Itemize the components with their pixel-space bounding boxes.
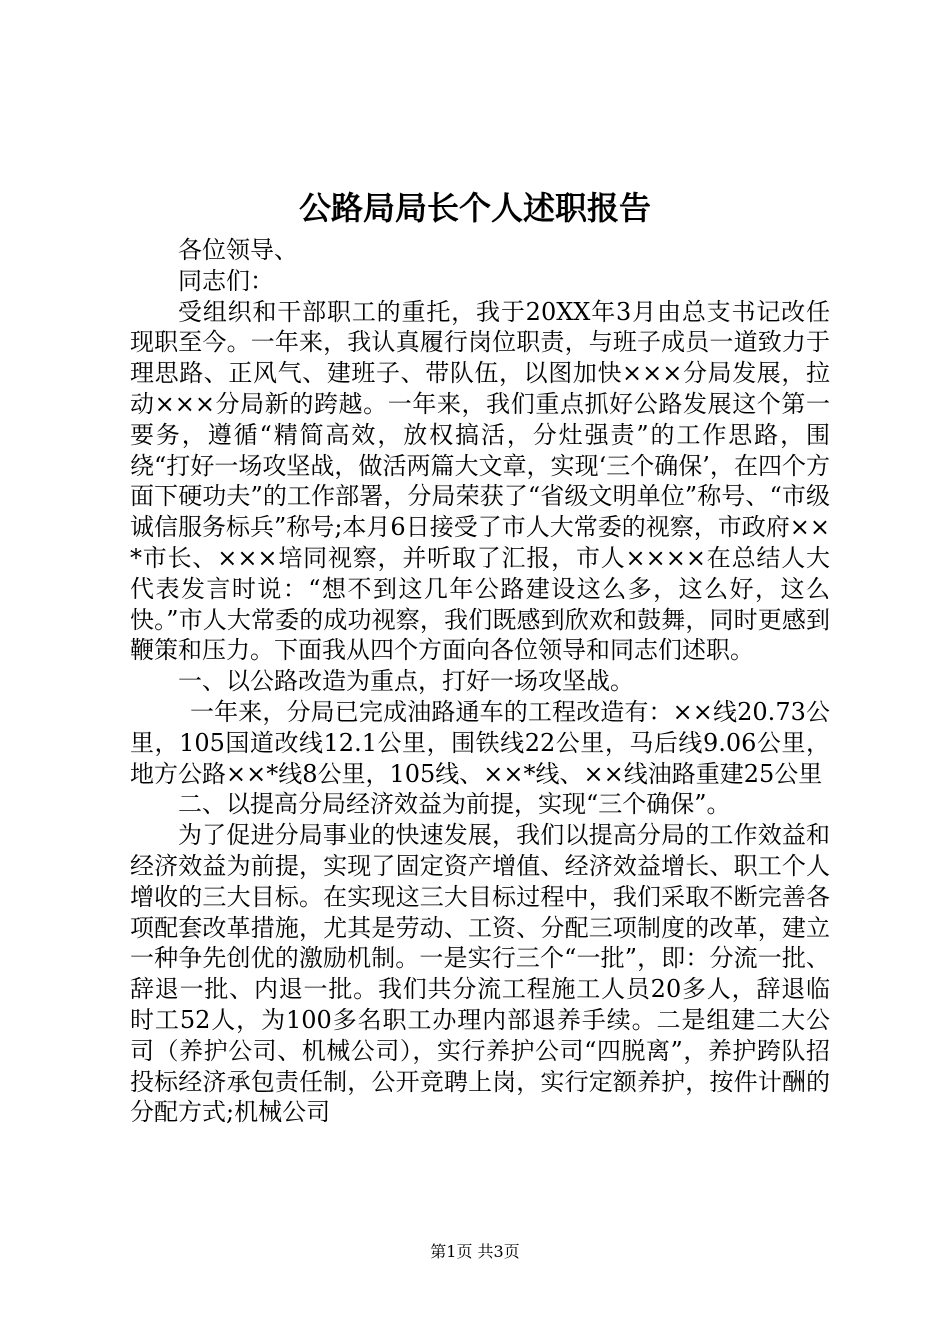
page-footer: 第1页 共3页 [430,1242,520,1261]
section-heading-1: 一、以公路改造为重点，打好一场攻坚战。 [178,667,634,696]
paragraph-road-projects: 一年来，分局已完成油路通车的工程改造有：××线20.73公里，105国道改线12.1公里，围铁线22公里，马后线9.06公里，地方公路××*线8公里，105线、××*线、××线油路重建25公里 [130,697,830,788]
salutation-leaders: 各位领导、 [178,236,298,264]
paragraph-economic-benefits: 为了促进分局事业的快速发展，我们以提高分局的工作效益和经济效益为前提，实现了固定资产增值、经济效益增长、职工个人增收的三大目标。在实现这三大目标过程中，我们采取不断完善各项配套改革措施，尤其是劳动、工资、分配三项制度的改革，建立一种争先创优的激励机制。一是实行三个“一批”，即：分流一批、辞退一批、内退一批。我们共分流工程施工人员20多人，辞退临时工52人，为100多名职工办理内部退养手续。二是组建二大公司（养护公司、机械公司），实行养护公司“四脱离”，养护跨队招投标经济承包责任制，公开竞聘上岗，实行定额养护，按件计酬的分配方式;机械公司 [130,821,830,1127]
paragraph-intro: 受组织和干部职工的重托，我于20XX年3月由总支书记改任现职至今。一年来，我认真履行岗位职责，与班子成员一道致力于理思路、正风气、建班子、带队伍，以图加快×××分局发展，拉动×××分局新的跨越。一年来，我们重点抓好公路发展这个第一要务，遵循“精简高效，放权搞活，分灶强责”的工作思路，围绕“打好一场攻坚战，做活两篇大文章，实现‘三个确保’，在四个方面下硬功夫”的工作部署，分局荣获了“省级文明单位”称号、“市级诚信服务标兵”称号;本月6日接受了市人大常委的视察，市政府××*市长、×××培同视察，并听取了汇报，市人××××在总结人大代表发言时说：“想不到这几年公路建设这么多，这么好，这么快。”市人大常委的成功视察，我们既感到欣欢和鼓舞，同时更感到鞭策和压力。下面我从四个方面向各位领导和同志们述职。 [130,297,830,665]
document-title: 公路局局长个人述职报告 [298,189,651,227]
section-heading-2: 二、以提高分局经济效益为前提，实现“三个确保”。 [178,790,731,819]
document-body [130,235,830,1128]
salutation-comrades: 同志们： [178,266,274,295]
